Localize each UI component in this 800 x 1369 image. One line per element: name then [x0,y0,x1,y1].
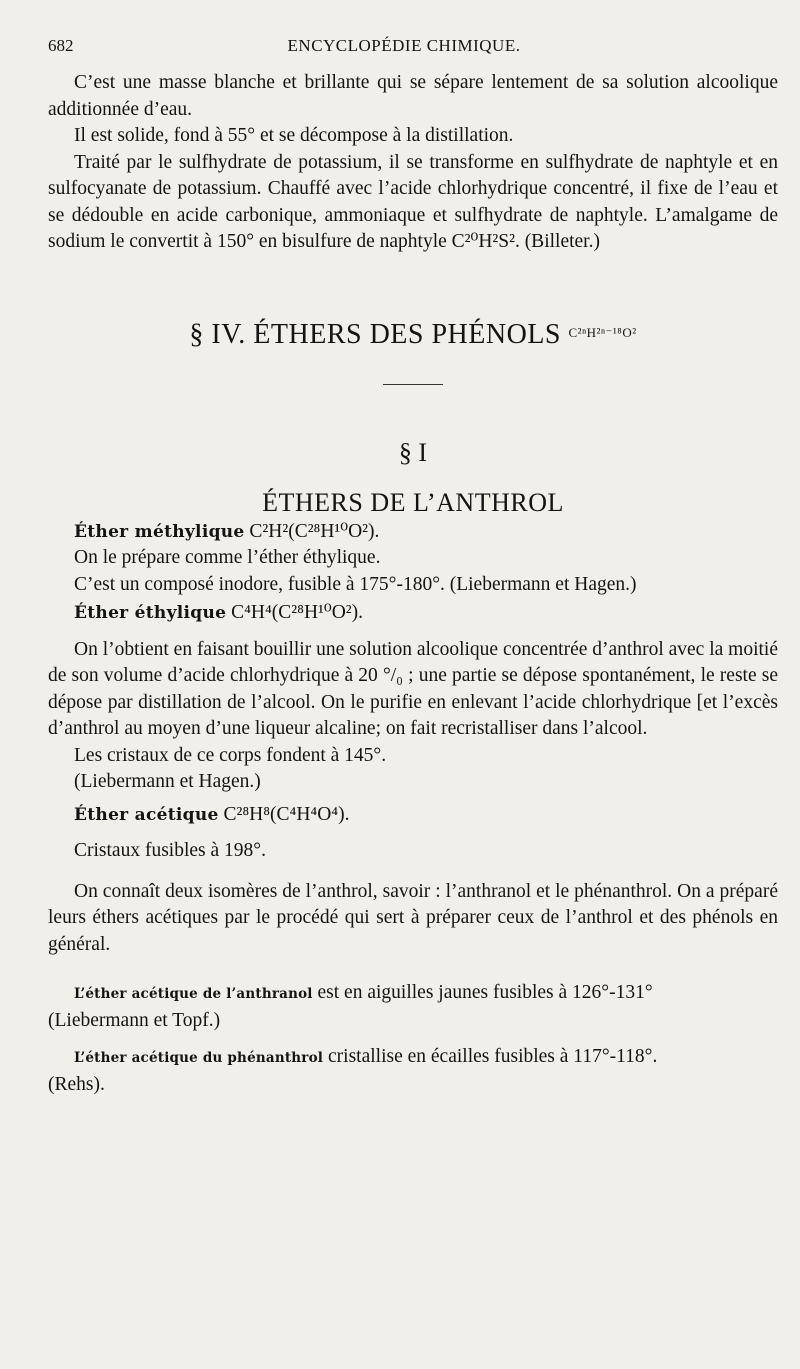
paragraph: C’est un composé inodore, fusible à 175°-180°. (Liebermann et Hagen.) [74,573,637,595]
paragraph: On le prépare comme l’éther éthylique. [74,547,381,568]
compound-name: Éther éthylique [74,603,227,623]
section-formula: C²ⁿH²ⁿ⁻¹⁸O² [568,324,637,340]
subsection-number: § I [398,437,428,467]
paragraph: (Liebermann et Hagen.) [74,771,261,792]
compound-formula: C⁴H⁴(C²⁸H¹⁰O²). [231,602,363,623]
compound-formula: C²H²(C²⁸H¹⁰O²). [249,520,380,542]
section-heading [48,318,778,352]
paragraph: Les cristaux de ce corps fondent à 145°. [74,744,387,766]
paragraph: Cristaux fusibles à 198°. [74,840,266,861]
paragraph: C’est une masse blanche et brillante qui se sépare lentement de sa solution alcoolique additionnée d’eau. [48,72,778,120]
section-rule [383,384,443,385]
paragraph: Il est solide, fond à 55° et se décompose à la distillation. [74,125,514,146]
running-title: ENCYCLOPÉDIE CHIMIQUE. [287,36,521,55]
page-body [48,70,778,1098]
paragraph: On l’obtient en faisant bouillir une solution alcoolique concentrée d’anthrol avec la moitié de son volume d’acide chlorhydrique à 20 °/₀ ; une partie se dépose spontanément, le reste se dépose par distillation de l’alcool. On le purifie en enlevant l’acide chlorhydrique [et l’excès d’anthrol au moyen d’une liqueur alcaline; on fait recristalliser dans l’alcool. [48,638,778,739]
compound-text: cristallise en écailles fusibles à 117°-118°. [323,1046,658,1067]
paragraph: On connaît deux isomères de l’anthrol, savoir : l’anthranol et le phénanthrol. On a préparé leurs éthers acétiques par le procédé qui sert à préparer ceux de l’anthrol et des phénols en général. [48,880,778,955]
compound-formula: C²⁸H⁸(C⁴H⁴O⁴). [223,803,350,825]
entry-heading [48,802,778,829]
paragraph: Traité par le sulfhydrate de potassium, il se transforme en sulfhydrate de naphtyle et en sulfocyanate de potassium. Chauffé avec l’acide chlorhydrique concentré, il fixe de l’eau et se dédouble en acide carbonique, ammoniaque et sulfhydrate de naphtyle. L’amalgame de sodium le convertit à 150° en bisulfure de naphtyle C²⁰H²S². (Billeter.) [48,151,778,252]
compound-name: Éther méthylique [74,521,245,542]
entry-heading [48,519,778,546]
subsection-title: ÉTHERS DE L’ANTHROL [262,487,564,517]
section-title: § IV. ÉTHERS DES PHÉNOLS [189,318,561,350]
entry-heading [48,600,778,627]
compound-name: Éther acétique [74,804,219,825]
compound-text: est en aiguilles jaunes fusibles à 126°-131° [312,982,653,1003]
paragraph [48,980,778,1008]
reference: (Rehs). [48,1073,105,1095]
reference: (Liebermann et Topf.) [48,1009,221,1031]
paragraph [48,1044,778,1072]
running-header [48,36,760,60]
compound-name: L’éther acétique de l’anthranol [74,986,313,1002]
compound-name: L’éther acétique du phénanthrol [74,1050,324,1066]
page-number: 682 [48,36,74,55]
